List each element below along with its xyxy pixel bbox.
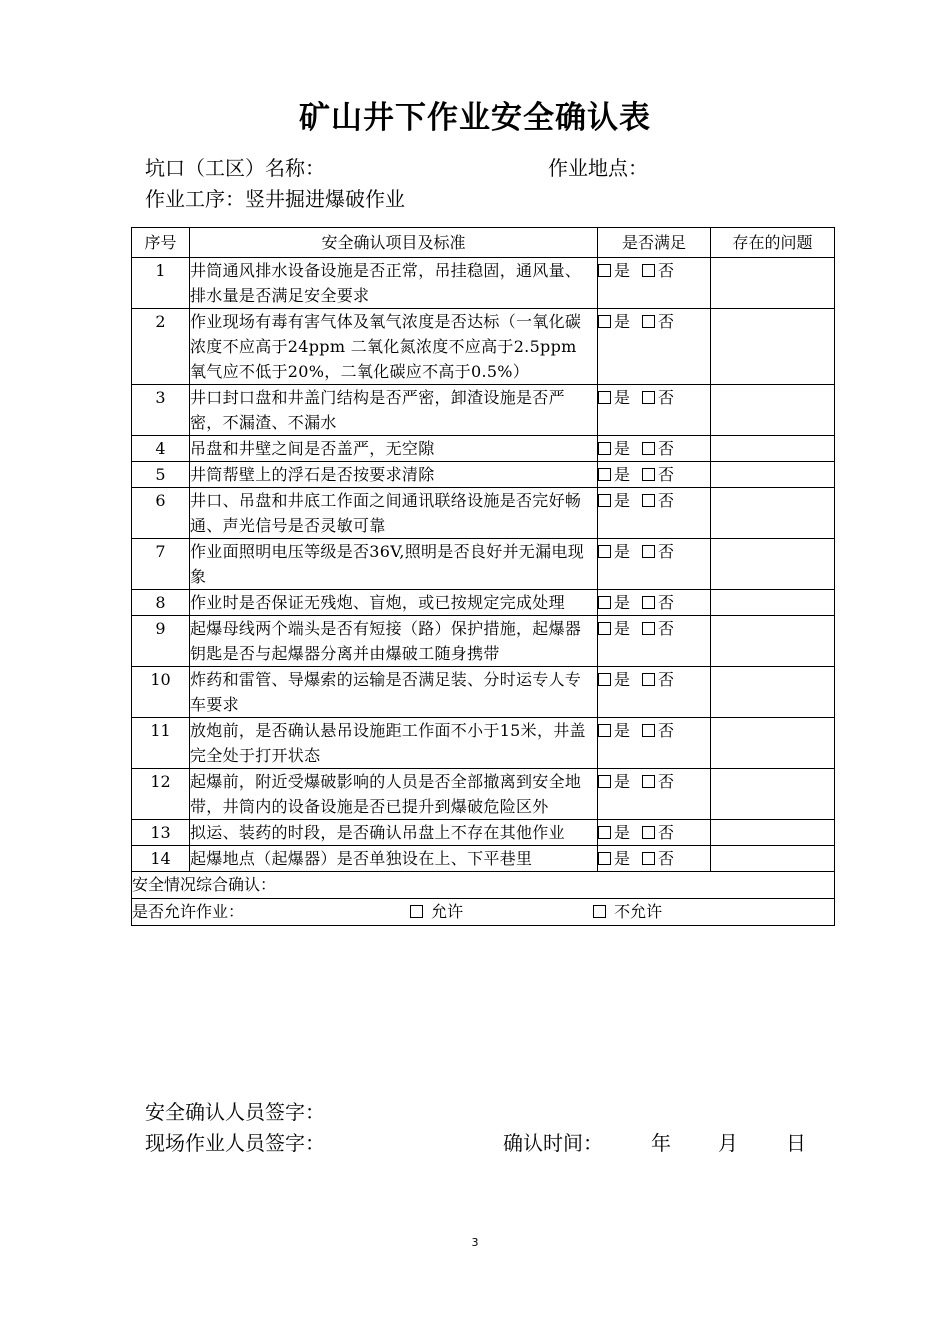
checkbox-icon[interactable] — [642, 468, 655, 481]
checkbox-icon[interactable] — [598, 264, 611, 277]
no-option[interactable]: 否 — [642, 385, 674, 410]
checkbox-icon[interactable] — [593, 905, 606, 918]
check-item-text: 吊盘和井壁之间是否盖严，无空隙 — [190, 436, 598, 462]
yes-option[interactable]: 是 — [598, 462, 630, 487]
check-item-text: 作业时是否保证无残炮、盲炮，或已按规定完成处理 — [190, 590, 598, 616]
table-header-row — [132, 228, 835, 258]
permit-cell — [132, 899, 835, 926]
yes-option[interactable]: 是 — [598, 539, 630, 564]
no-option[interactable]: 否 — [642, 616, 674, 641]
checkbox-icon[interactable] — [598, 545, 611, 558]
checkbox-icon[interactable] — [598, 468, 611, 481]
table-row — [132, 385, 835, 436]
no-option[interactable]: 否 — [642, 667, 674, 692]
column-header-item: 安全确认项目及标准 — [190, 228, 598, 258]
row-index: 2 — [132, 309, 190, 385]
checkbox-icon[interactable] — [598, 442, 611, 455]
check-item-text: 井口封口盘和井盖门结构是否严密，卸渣设施是否严密，不漏渣、不漏水 — [190, 385, 598, 436]
satisfied-options — [598, 309, 711, 385]
check-item-text: 放炮前，是否确认悬吊设施距工作面不小于15米，井盖完全处于打开状态 — [190, 718, 598, 769]
satisfied-options — [598, 539, 711, 590]
issue-cell[interactable] — [711, 488, 835, 539]
no-option[interactable]: 否 — [642, 539, 674, 564]
checkbox-icon[interactable] — [598, 826, 611, 839]
row-index: 10 — [132, 667, 190, 718]
checkbox-icon[interactable] — [642, 775, 655, 788]
issue-cell[interactable] — [711, 667, 835, 718]
checkbox-icon[interactable] — [410, 905, 423, 918]
safety-confirm-signature-label: 安全确认人员签字： — [145, 1100, 325, 1124]
checkbox-icon[interactable] — [598, 724, 611, 737]
checkbox-icon[interactable] — [642, 442, 655, 455]
row-index: 11 — [132, 718, 190, 769]
issue-cell[interactable] — [711, 718, 835, 769]
no-option[interactable]: 否 — [642, 258, 674, 283]
checkbox-icon[interactable] — [642, 315, 655, 328]
table-row — [132, 309, 835, 385]
satisfied-options — [598, 616, 711, 667]
column-header-issues: 存在的问题 — [711, 228, 835, 258]
yes-option[interactable]: 是 — [598, 846, 630, 871]
table-row — [132, 616, 835, 667]
table-row — [132, 539, 835, 590]
checkbox-icon[interactable] — [598, 622, 611, 635]
safety-check-table — [131, 227, 835, 926]
no-option[interactable]: 否 — [642, 718, 674, 743]
pit-name-label: 坑口（工区）名称： — [145, 156, 325, 180]
checkbox-icon[interactable] — [642, 826, 655, 839]
yes-option[interactable]: 是 — [598, 820, 630, 845]
check-item-text: 作业面照明电压等级是否36V,照明是否良好并无漏电现象 — [190, 539, 598, 590]
permit-allow-option[interactable]: 允许 — [410, 899, 593, 924]
no-option[interactable]: 否 — [642, 590, 674, 615]
yes-option[interactable]: 是 — [598, 590, 630, 615]
checkbox-icon[interactable] — [598, 391, 611, 404]
day-label: 日 — [786, 1131, 806, 1155]
satisfied-options — [598, 820, 711, 846]
row-index: 8 — [132, 590, 190, 616]
table-row — [132, 667, 835, 718]
checkbox-icon[interactable] — [642, 673, 655, 686]
issue-cell[interactable] — [711, 462, 835, 488]
checkbox-icon[interactable] — [642, 596, 655, 609]
month-label: 月 — [718, 1131, 738, 1155]
satisfied-options — [598, 846, 711, 872]
column-header-index: 序号 — [132, 228, 190, 258]
row-index: 4 — [132, 436, 190, 462]
confirm-time-label: 确认时间： — [503, 1131, 603, 1155]
checkbox-icon[interactable] — [598, 775, 611, 788]
checkbox-icon[interactable] — [598, 673, 611, 686]
row-index: 12 — [132, 769, 190, 820]
table-row — [132, 488, 835, 539]
issue-cell[interactable] — [711, 258, 835, 309]
yes-option[interactable]: 是 — [598, 488, 630, 513]
work-location-label: 作业地点： — [548, 156, 648, 180]
checkbox-icon[interactable] — [598, 494, 611, 507]
table-row — [132, 436, 835, 462]
table-row — [132, 462, 835, 488]
year-label: 年 — [651, 1131, 671, 1155]
row-index: 14 — [132, 846, 190, 872]
row-index: 13 — [132, 820, 190, 846]
issue-cell[interactable] — [711, 820, 835, 846]
issue-cell[interactable] — [711, 590, 835, 616]
check-item-text: 起爆母线两个端头是否有短接（路）保护措施，起爆器钥匙是否与起爆器分离并由爆破工随身携带 — [190, 616, 598, 667]
yes-option[interactable]: 是 — [598, 385, 630, 410]
issue-cell[interactable] — [711, 769, 835, 820]
no-option[interactable]: 否 — [642, 436, 674, 461]
worker-signature-label: 现场作业人员签字： — [145, 1131, 325, 1155]
row-index: 6 — [132, 488, 190, 539]
checkbox-icon[interactable] — [642, 494, 655, 507]
checkbox-icon[interactable] — [642, 391, 655, 404]
satisfied-options — [598, 590, 711, 616]
checkbox-icon[interactable] — [598, 315, 611, 328]
yes-option[interactable]: 是 — [598, 436, 630, 461]
check-item-text: 拟运、装药的时段，是否确认吊盘上不存在其他作业 — [190, 820, 598, 846]
permit-deny-option[interactable]: 不允许 — [593, 902, 662, 921]
permit-row — [132, 899, 835, 926]
summary-row — [132, 872, 835, 899]
satisfied-options — [598, 667, 711, 718]
check-item-text: 井口、吊盘和井底工作面之间通讯联络设施是否完好畅通、声光信号是否灵敏可靠 — [190, 488, 598, 539]
row-index: 1 — [132, 258, 190, 309]
yes-option[interactable]: 是 — [598, 258, 630, 283]
checkbox-icon[interactable] — [642, 622, 655, 635]
yes-option[interactable]: 是 — [598, 667, 630, 692]
satisfied-options — [598, 718, 711, 769]
checkbox-icon[interactable] — [642, 264, 655, 277]
page-number: 3 — [471, 1236, 479, 1249]
issue-cell[interactable] — [711, 385, 835, 436]
yes-option[interactable]: 是 — [598, 718, 630, 743]
issue-cell[interactable] — [711, 436, 835, 462]
row-index: 7 — [132, 539, 190, 590]
check-item-text: 炸药和雷管、导爆索的运输是否满足装、分时运专人专车要求 — [190, 667, 598, 718]
checkbox-icon[interactable] — [598, 852, 611, 865]
table-row — [132, 258, 835, 309]
page-title: 矿山井下作业安全确认表 — [299, 100, 651, 136]
row-index: 9 — [132, 616, 190, 667]
work-process-label: 作业工序：竖井掘进爆破作业 — [145, 187, 405, 211]
check-item-text: 起爆地点（起爆器）是否单独设在上、下平巷里 — [190, 846, 598, 872]
no-option[interactable]: 否 — [642, 488, 674, 513]
row-index: 3 — [132, 385, 190, 436]
yes-option[interactable]: 是 — [598, 309, 630, 334]
table-row — [132, 769, 835, 820]
yes-option[interactable]: 是 — [598, 616, 630, 641]
satisfied-options — [598, 385, 711, 436]
issue-cell[interactable] — [711, 539, 835, 590]
checkbox-icon[interactable] — [642, 724, 655, 737]
check-item-text: 起爆前，附近受爆破影响的人员是否全部撤离到安全地带，井筒内的设备设施是否已提升到爆破危险区外 — [190, 769, 598, 820]
no-option[interactable]: 否 — [642, 769, 674, 794]
satisfied-options — [598, 769, 711, 820]
checkbox-icon[interactable] — [642, 852, 655, 865]
issue-cell[interactable] — [711, 309, 835, 385]
satisfied-options — [598, 436, 711, 462]
table-row — [132, 718, 835, 769]
no-option[interactable]: 否 — [642, 309, 674, 334]
table-row — [132, 846, 835, 872]
row-index: 5 — [132, 462, 190, 488]
yes-option[interactable]: 是 — [598, 769, 630, 794]
no-option[interactable]: 否 — [642, 462, 674, 487]
check-item-text: 井筒帮壁上的浮石是否按要求清除 — [190, 462, 598, 488]
table-row — [132, 820, 835, 846]
issue-cell[interactable] — [711, 846, 835, 872]
table-row — [132, 590, 835, 616]
summary-label: 安全情况综合确认： — [132, 872, 835, 899]
satisfied-options — [598, 488, 711, 539]
issue-cell[interactable] — [711, 616, 835, 667]
satisfied-options — [598, 462, 711, 488]
checkbox-icon[interactable] — [642, 545, 655, 558]
check-item-text: 井筒通风排水设备设施是否正常，吊挂稳固，通风量、排水量是否满足安全要求 — [190, 258, 598, 309]
check-item-text: 作业现场有毒有害气体及氧气浓度是否达标（一氧化碳浓度不应高于24ppm 二氧化氮浓度不应高于2.5ppm 氧气应不低于20%，二氧化碳应不高于0.5%） — [190, 309, 598, 385]
no-option[interactable]: 否 — [642, 820, 674, 845]
checkbox-icon[interactable] — [598, 596, 611, 609]
no-option[interactable]: 否 — [642, 846, 674, 871]
satisfied-options — [598, 258, 711, 309]
column-header-satisfied: 是否满足 — [598, 228, 711, 258]
permit-label: 是否允许作业： — [132, 902, 245, 921]
